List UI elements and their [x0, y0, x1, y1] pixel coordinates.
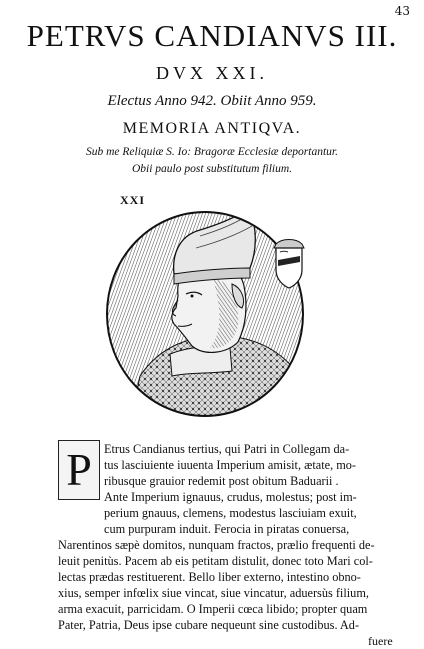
page-number: 43: [394, 4, 410, 18]
body-line: perium gnauus, clemens, modestus lasciuiam exuit,: [104, 506, 357, 520]
body-line: leuit penitùs. Pacem ab eis petitam distulit, donec toto Mari col-: [58, 554, 373, 568]
body-line: Ante Imperium ignauus, crudus, molestus; post im-: [104, 490, 357, 504]
portrait-oval-background: [100, 196, 330, 424]
page-title: PETRVS CANDIANVS III.: [26, 18, 398, 53]
doge-portrait-engraving: [100, 196, 330, 424]
body-line: ribusque grauior redemit post obitum Baduarii .: [104, 474, 339, 488]
catchword: fuere: [368, 634, 393, 648]
body-line: tus lasciuiente iuuenta Imperium amisit, ætate, mo-: [104, 458, 357, 472]
body-line: cum purpuram induit. Ferocia in piratas conuersa,: [104, 522, 350, 536]
portrait-number: XXI: [120, 193, 146, 207]
body-line: Pater, Patria, Deus ipse cubare nequeunt sine custodibus. Ad-: [58, 618, 360, 632]
doge-number-heading: DVX XXI.: [156, 63, 268, 83]
body-line: Narentinos sæpè domitos, nunquam fractos, prælio frequenti de-: [58, 538, 375, 552]
body-line: xius, semper infœlix siue vincat, siue vincatur, aduersùs filium,: [58, 586, 369, 600]
memoria-note-2: Obii paulo post substitutum filium.: [131, 163, 293, 175]
drop-cap-letter: P: [66, 444, 92, 495]
memoria-heading: MEMORIA ANTIQVA.: [122, 120, 302, 137]
elected-dates: Electus Anno 942. Obiit Anno 959.: [107, 93, 317, 109]
body-line: arma exacuit, parricidam. O Imperii cœca libido; propter quam: [58, 602, 368, 616]
memoria-note-1: Sub me Reliquiæ S. Io: Bragoræ Ecclesiæ deportantur.: [85, 146, 339, 158]
body-line: Etrus Candianus tertius, qui Patri in Collegam da-: [104, 442, 350, 456]
drop-cap-ornament: [58, 440, 100, 500]
body-line: lectas prædas restituerent. Bello liber externo, intestino obno-: [58, 570, 361, 584]
